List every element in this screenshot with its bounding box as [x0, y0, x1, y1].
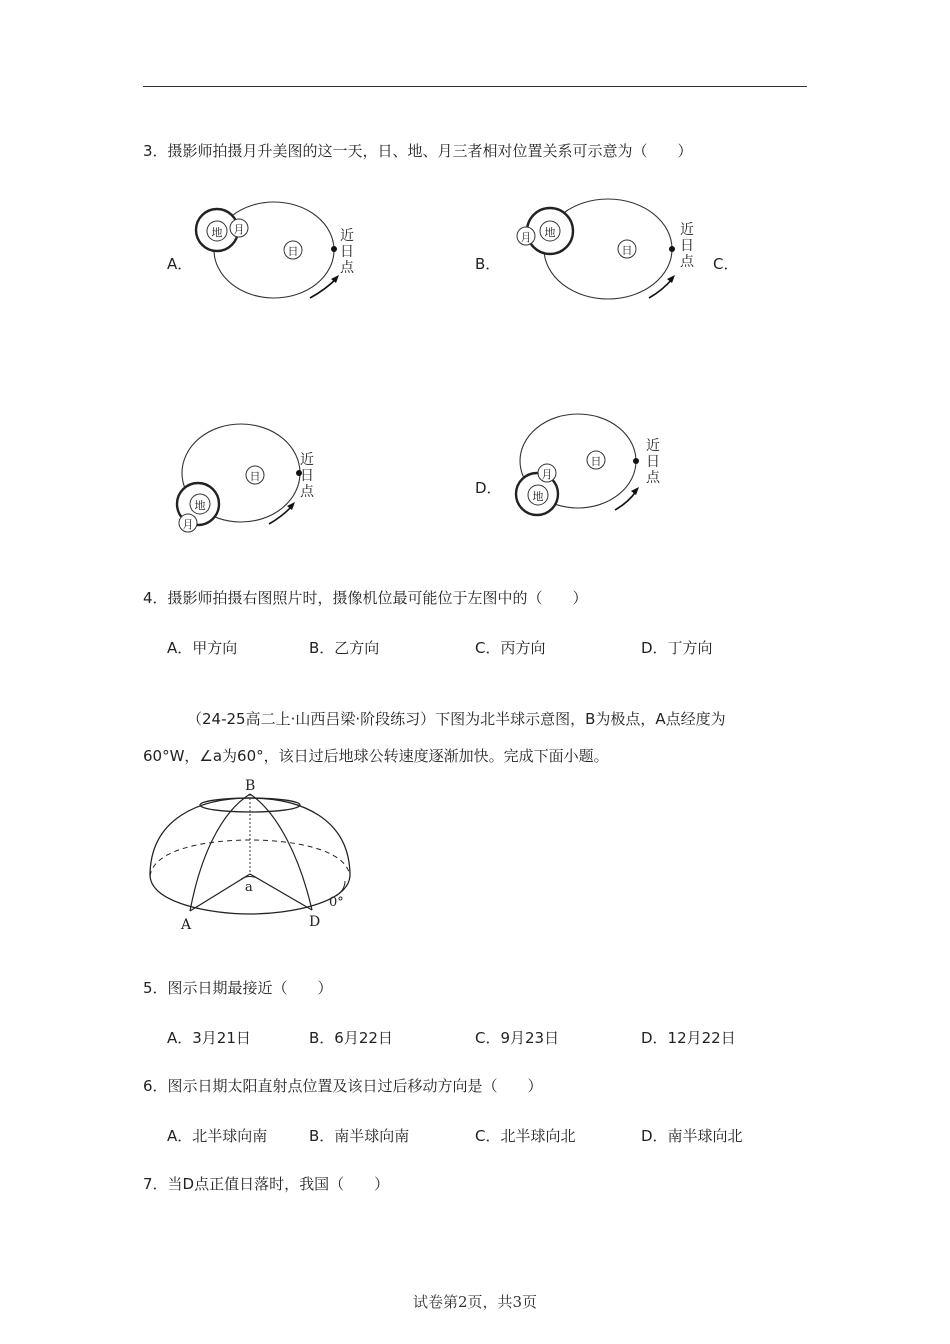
q3-option-a-label: A． — [167, 255, 193, 273]
q3-diagram-d — [510, 410, 690, 525]
perihelion-1: 近 — [300, 452, 314, 468]
moon-label: 月 — [182, 518, 194, 531]
perihelion-1: 近 — [340, 228, 354, 244]
earth-label: 地 — [544, 226, 556, 239]
sun-label: 日 — [287, 245, 299, 258]
label-b: B — [245, 778, 256, 794]
q6-option-c: C．北半球向北 — [475, 1127, 576, 1145]
sun-label: 日 — [590, 455, 602, 468]
header-rule — [143, 86, 807, 87]
q3-diagram-a — [190, 200, 370, 310]
q4-option-b: B．乙方向 — [309, 639, 380, 657]
earth-label: 地 — [532, 490, 544, 503]
perihelion-2: 日 — [680, 238, 694, 254]
q5-option-b: B．6月22日 — [309, 1029, 393, 1047]
perihelion-3: 点 — [646, 470, 660, 486]
q5-stem: 5．图示日期最接近（ ） — [143, 979, 333, 997]
q6-option-a: A．北半球向南 — [167, 1127, 268, 1145]
perihelion-3: 点 — [300, 484, 314, 500]
q3-diagram-c — [170, 423, 350, 538]
perihelion-2: 日 — [646, 454, 660, 470]
perihelion-3: 点 — [340, 260, 354, 276]
q5-option-c: C．9月23日 — [475, 1029, 560, 1047]
q3-stem: 3．摄影师拍摄月升美图的这一天，日、地、月三者相对位置关系可示意为（ ） — [143, 142, 693, 160]
q3-option-b-label: B． — [475, 255, 501, 273]
moon-label: 月 — [520, 231, 532, 244]
perihelion-2: 日 — [340, 244, 354, 260]
label-angle-a: a — [245, 880, 253, 895]
moon-label: 月 — [541, 468, 553, 481]
q5-option-d: D．12月22日 — [641, 1029, 736, 1047]
earth-label: 地 — [194, 499, 206, 512]
q4-option-c: C．丙方向 — [475, 639, 546, 657]
earth-label: 地 — [211, 226, 223, 239]
sun-label: 日 — [249, 470, 261, 483]
q3-option-d-label: D． — [475, 479, 502, 497]
hemisphere-diagram — [140, 778, 360, 938]
moon-label: 月 — [233, 223, 245, 236]
q3-option-c-label: C． — [713, 255, 739, 273]
perihelion-3: 点 — [680, 254, 694, 270]
intro-line-2: 60°W，∠a为60°，该日过后地球公转速度逐渐加快。完成下面小题。 — [143, 747, 609, 765]
intro-line-1: （24-25高二上·山西吕梁·阶段练习）下图为北半球示意图，B为极点，A点经度为 — [187, 710, 726, 728]
q6-option-b: B．南半球向南 — [309, 1127, 410, 1145]
q3-diagram-b — [510, 198, 694, 308]
label-a: A — [181, 917, 192, 933]
perihelion-2: 日 — [300, 468, 314, 484]
q5-option-a: A．3月21日 — [167, 1029, 251, 1047]
label-zero-degree: 0° — [329, 895, 344, 910]
label-d: D — [309, 914, 321, 930]
perihelion-1: 近 — [680, 222, 694, 238]
q6-stem: 6．图示日期太阳直射点位置及该日过后移动方向是（ ） — [143, 1077, 543, 1095]
q4-option-a: A．甲方向 — [167, 639, 238, 657]
q4-option-d: D．丁方向 — [641, 639, 713, 657]
q7-stem: 7．当D点正值日落时，我国（ ） — [143, 1175, 390, 1193]
q6-option-d: D．南半球向北 — [641, 1127, 743, 1145]
perihelion-1: 近 — [646, 438, 660, 454]
sun-label: 日 — [621, 244, 633, 257]
q4-stem: 4．摄影师拍摄右图照片时，摄像机位最可能位于左图中的（ ） — [143, 589, 588, 607]
page-footer: 试卷第2页，共3页 — [412, 1293, 538, 1311]
